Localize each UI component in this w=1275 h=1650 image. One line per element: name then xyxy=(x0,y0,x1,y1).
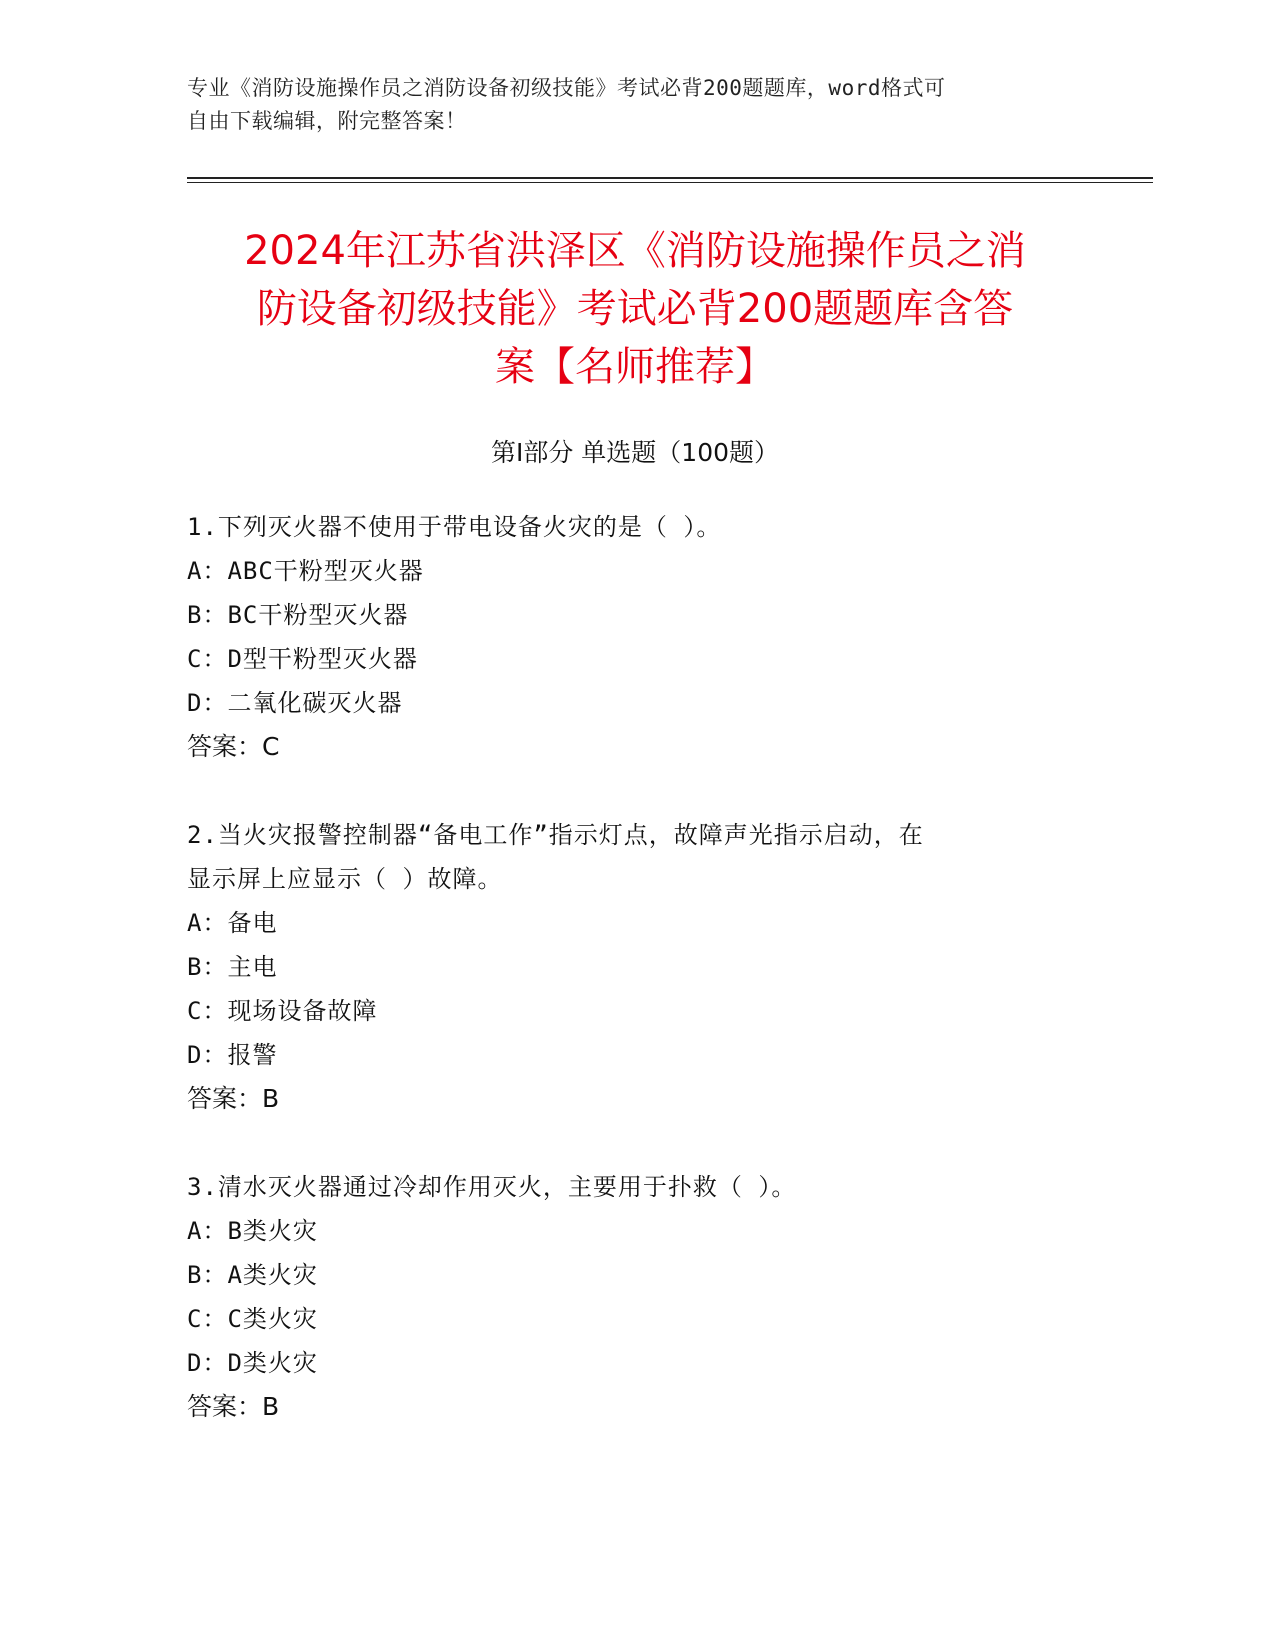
header-divider-thick xyxy=(187,177,1153,179)
header-divider-thin xyxy=(187,182,1153,183)
question-2-option-b: B：主电 xyxy=(187,953,278,981)
document-title xyxy=(187,222,1083,396)
question-2-option-a: A：备电 xyxy=(187,909,278,937)
question-1-option-a: A：ABC干粉型灭火器 xyxy=(187,557,424,585)
header-note-line-2: 自由下载编辑，附完整答案！ xyxy=(187,109,467,133)
title-line-2: 防设备初级技能》考试必背200题题库含答 xyxy=(256,286,1014,332)
question-3-option-b: B：A类火灾 xyxy=(187,1261,318,1289)
question-3-option-d: D：D类火灾 xyxy=(187,1349,318,1377)
question-1-option-d: D：二氧化碳灭火器 xyxy=(187,689,403,717)
question-3-option-a: A：B类火灾 xyxy=(187,1217,318,1245)
question-2-stem-line-2: 显示屏上应显示（ ）故障。 xyxy=(187,865,503,893)
question-2-answer: 答案：B xyxy=(187,1084,280,1113)
header-note xyxy=(187,72,1067,138)
question-2-option-d: D：报警 xyxy=(187,1041,278,1069)
question-3-stem: 3.清水灭火器通过冷却作用灭火，主要用于扑救（ ）。 xyxy=(187,1173,797,1201)
header-note-line-1: 专业《消防设施操作员之消防设备初级技能》考试必背200题题库，word格式可 xyxy=(187,76,946,100)
question-3-answer: 答案：B xyxy=(187,1392,280,1421)
question-1-answer: 答案：C xyxy=(187,732,280,761)
section-heading: 第I部分 单选题（100题） xyxy=(490,438,780,467)
question-1-option-c: C：D型干粉型灭火器 xyxy=(187,645,418,673)
question-1-stem: 1.下列灭火器不使用于带电设备火灾的是（ ）。 xyxy=(187,513,722,541)
question-3-option-c: C：C类火灾 xyxy=(187,1305,318,1333)
question-2-option-c: C：现场设备故障 xyxy=(187,997,378,1025)
question-1-option-b: B：BC干粉型灭火器 xyxy=(187,601,409,629)
title-line-3: 案【名师推荐】 xyxy=(495,344,775,390)
title-line-1: 2024年江苏省洪泽区《消防设施操作员之消 xyxy=(244,228,1026,274)
question-2-stem-line-1: 2.当火灾报警控制器“备电工作”指示灯点，故障声光指示启动，在 xyxy=(187,821,924,849)
